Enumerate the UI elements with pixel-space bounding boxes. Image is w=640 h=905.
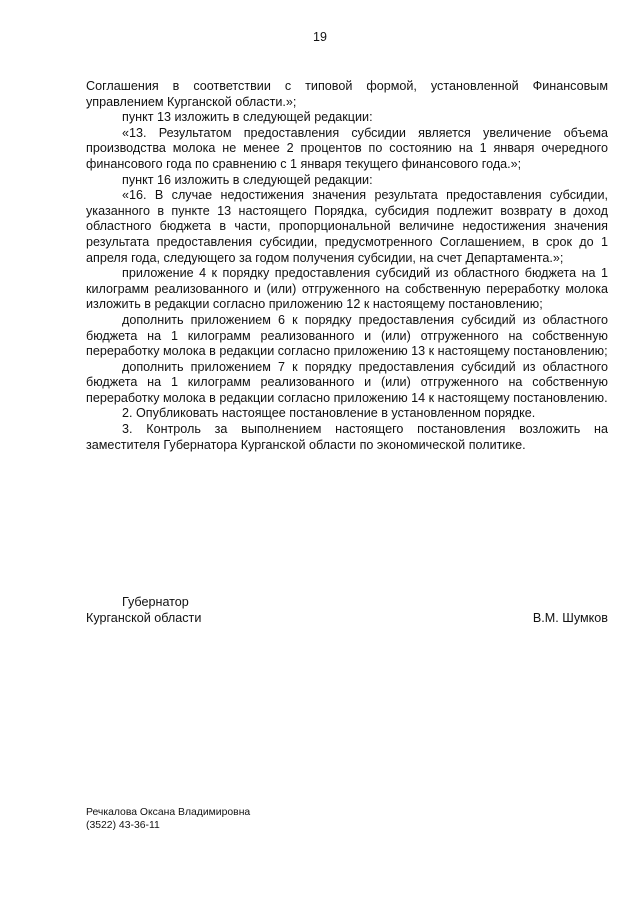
paragraph-6: приложение 4 к порядку предоставления субсидий из областного бюджета на 1 килограмм реализованного и (или) отгруженного на собственную переработку молока изложить в редакции согласно приложению 12 к настоящему постановлению; <box>86 266 608 312</box>
paragraph-7: дополнить приложением 6 к порядку предоставления субсидий из областного бюджета на 1 килограмм реализованного и (или) отгруженного на собственную переработку молока в редакции согласно приложению 13 к настоящему постановлению; <box>86 312 608 359</box>
document-body <box>86 79 608 453</box>
paragraph-4: пункт 16 изложить в следующей редакции: <box>122 172 373 187</box>
contact-name: Речкалова Оксана Владимировна <box>86 807 251 818</box>
paragraph-9: 2. Опубликовать настоящее постановление в установленном порядке. <box>122 406 536 421</box>
paragraph-2: пункт 13 изложить в следующей редакции: <box>122 110 373 125</box>
paragraph-10: 3. Контроль за выполнением настоящего постановления возложить на заместителя Губернатора Курганской области по экономической политике. <box>86 422 608 452</box>
paragraph-5: «16. В случае недостижения значения результата предоставления субсидии, указанного в пункте 13 настоящего Порядка, субсидия подлежит возврату в доход областного бюджета в части, пропорциональной величине недостижения значения результата предоставления субсидии, предусмотренного Соглашением, в срок до 1 апреля года, следующего за годом получения субсидии, на счет Департамента.»; <box>86 188 608 265</box>
page-number: 19 <box>313 30 327 44</box>
contact-phone: (3522) 43-36-11 <box>86 820 160 831</box>
contact-block <box>86 806 250 832</box>
signature-title-line2: Курганской области <box>86 611 202 625</box>
signature-name: В.М. Шумков <box>532 611 608 625</box>
signature-title-line1: Губернатор <box>122 595 189 609</box>
signature-title <box>86 594 286 626</box>
paragraph-8: дополнить приложением 7 к порядку предоставления субсидий из областного бюджета на 1 килограмм реализованного и (или) отгруженного на собственную переработку молока в редакции согласно приложению 14 к настоящему постановлению. <box>86 359 608 405</box>
paragraph-1: Соглашения в соответствии с типовой формой, установленной Финансовым управлением Курганской области.»; <box>86 79 608 109</box>
paragraph-3: «13. Результатом предоставления субсидии является увеличение объема производства молока не менее 2 процентов по состоянию на 1 января очередного финансового года по сравнению с 1 января текущего финансового года.»; <box>86 125 608 171</box>
